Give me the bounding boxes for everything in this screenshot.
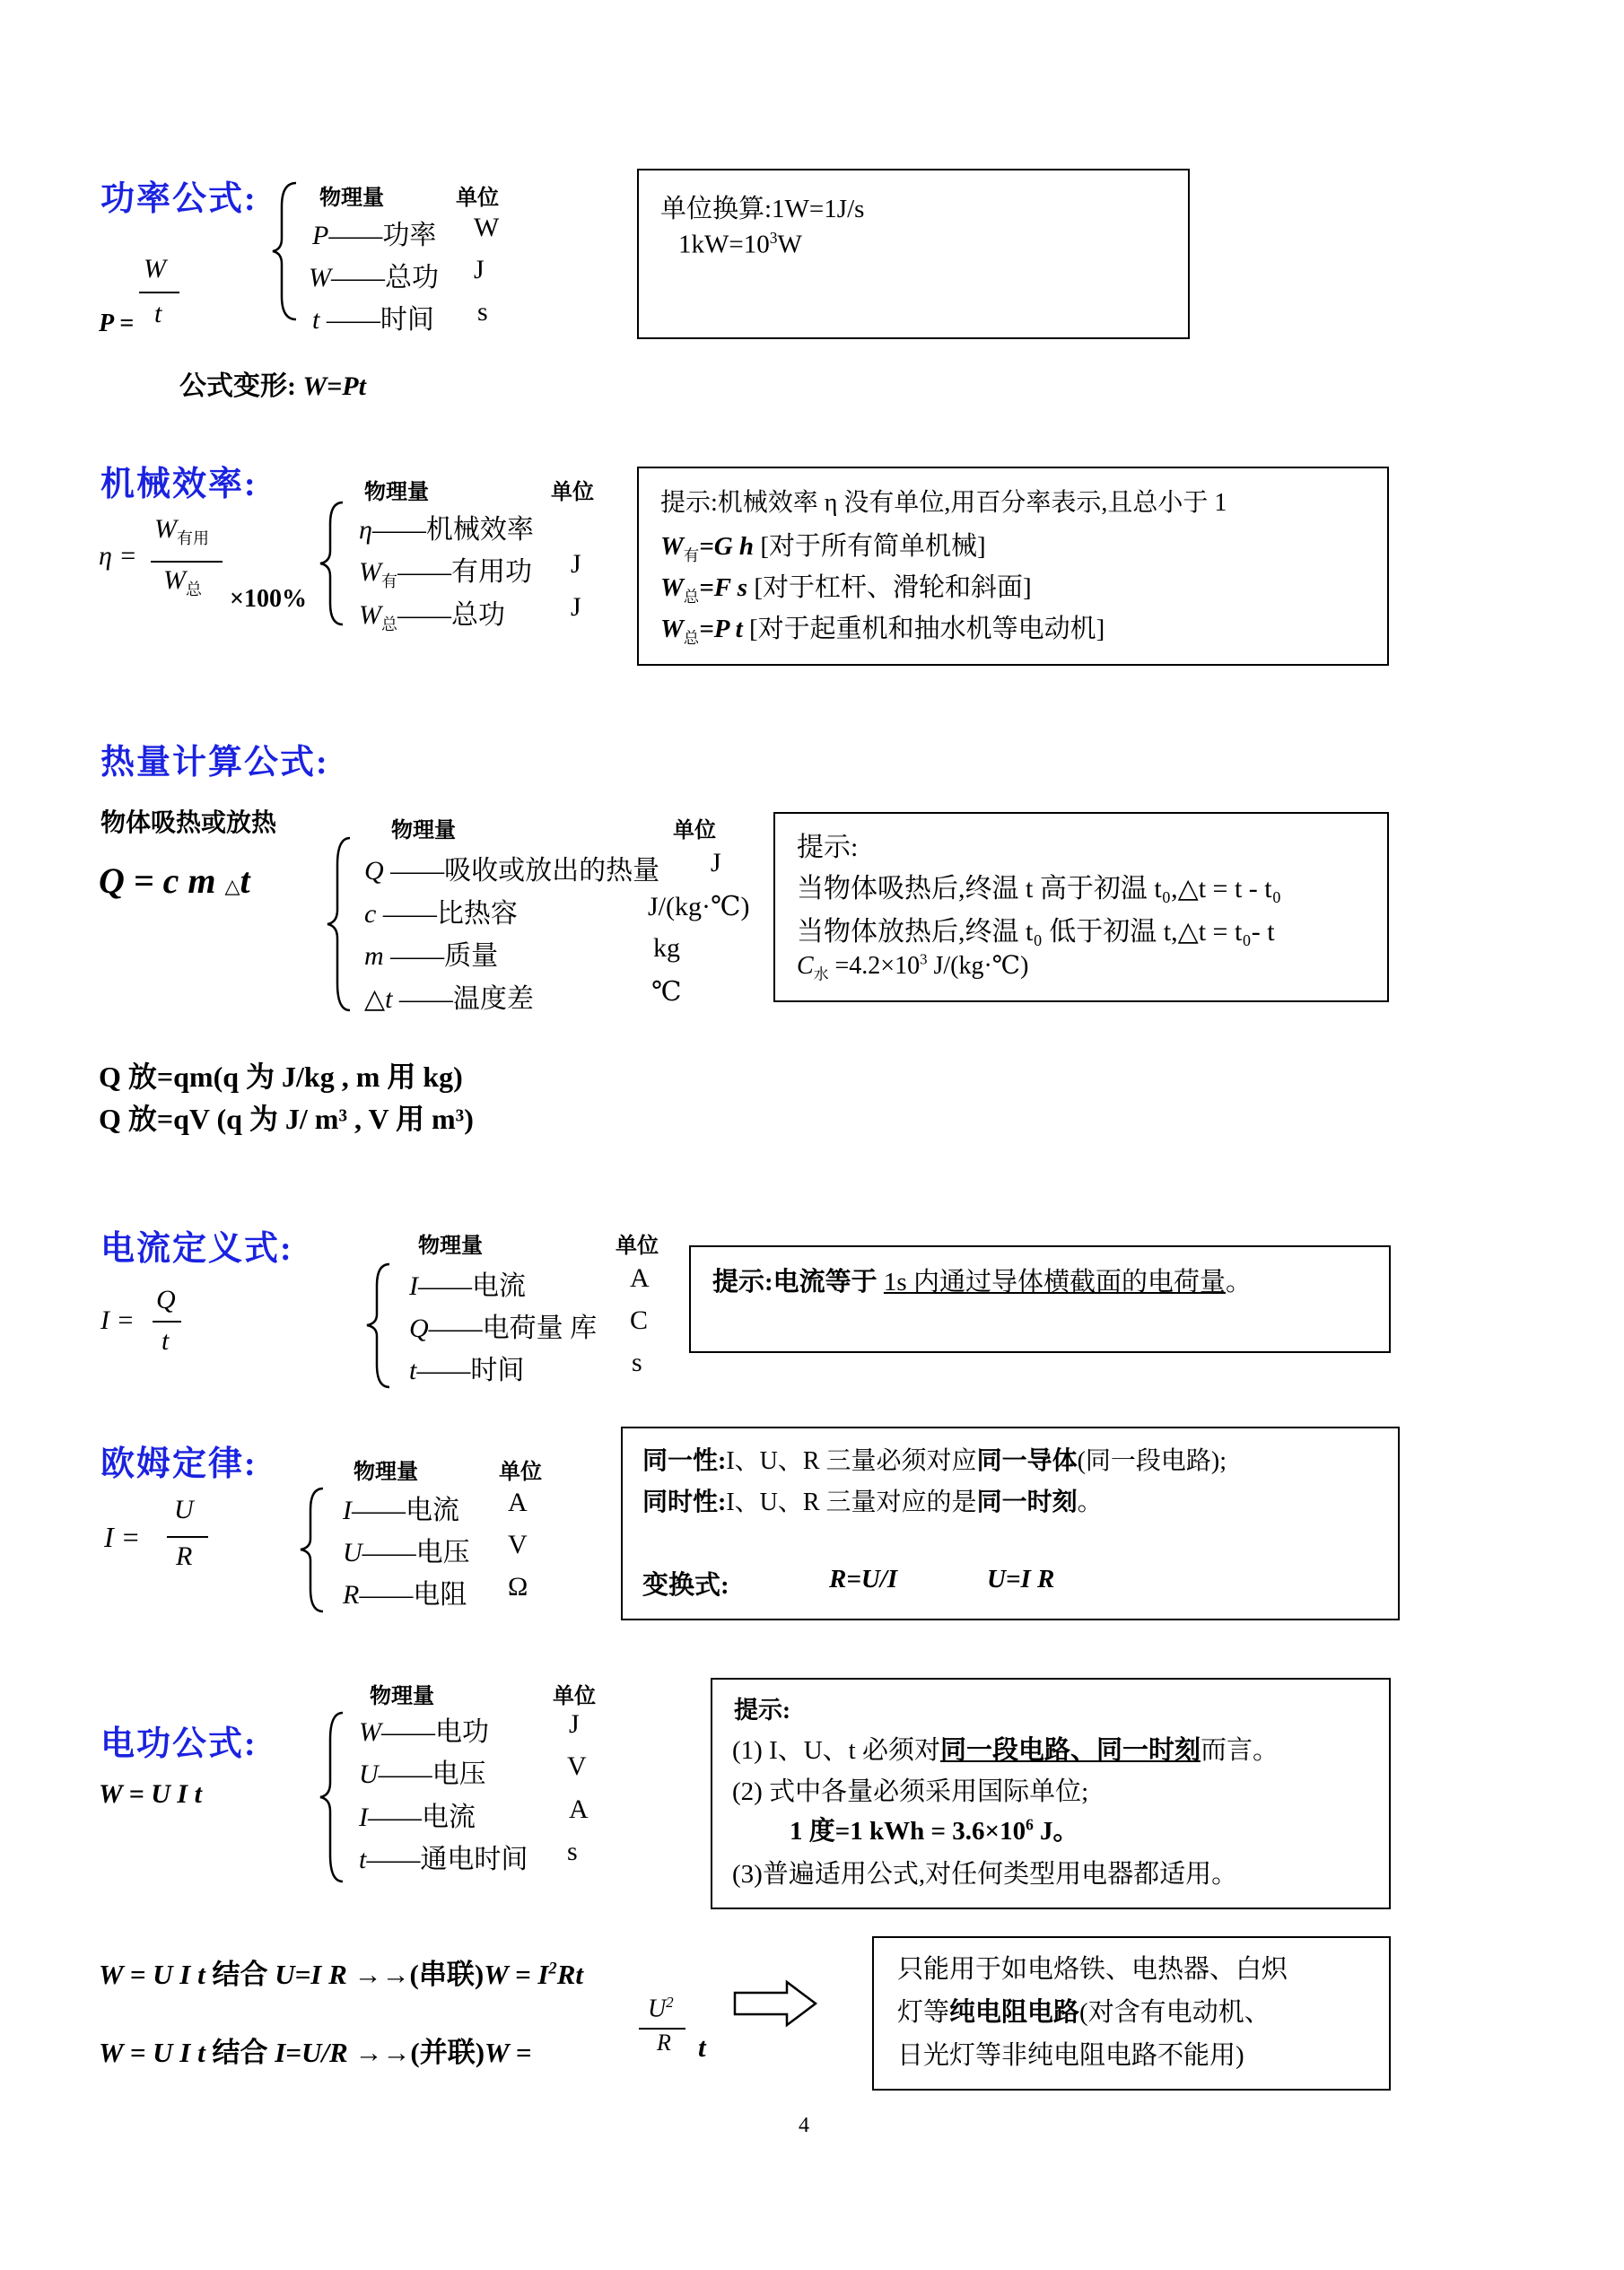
efficiency-denominator: $W_总$ <box>163 565 202 598</box>
ohm-row-i-unit: A <box>508 1488 528 1517</box>
page-number: 4 <box>799 2114 809 2137</box>
ohm-brace <box>296 1485 332 1615</box>
combine-box-line2: 灯等纯电阻电路(对含有电动机、 <box>897 1998 1270 2027</box>
combine-series-line: W = U I t 结合 U=I R →→(串联)$W = I^2Rt$ <box>99 1959 584 1990</box>
efficiency-brace <box>316 499 352 628</box>
power-variant: 公式变形: W=Pt <box>179 371 366 401</box>
efficiency-box-line2: $W_有=G$ h [对于所有简单机械] <box>660 532 986 564</box>
work-header-unit: 单位 <box>553 1685 596 1708</box>
power-row-p-unit: W <box>474 213 500 242</box>
power-brace <box>269 179 305 323</box>
power-row-t-unit: s <box>477 297 488 327</box>
combine-parallel-numerator: $U^2$ <box>648 1994 674 2023</box>
work-row-w-unit: J <box>569 1709 580 1739</box>
power-header-quantity: 物理量 <box>319 187 384 210</box>
heat-row-m-unit: kg <box>653 933 680 963</box>
ohm-row-r-unit: Ω <box>508 1572 528 1602</box>
work-row-w: W——电功 <box>359 1717 489 1747</box>
right-arrow-icon <box>731 1978 821 2029</box>
heat-row-c: c ——比热容 <box>364 899 518 929</box>
ohm-formula-numerator: U <box>174 1495 194 1524</box>
ohm-row-u: U——电压 <box>343 1538 470 1567</box>
power-row-t: t ——时间 <box>312 305 434 335</box>
power-box-line2: $1kW=10^3W$ <box>678 229 802 259</box>
work-brace <box>316 1709 352 1885</box>
work-row-u: U——电压 <box>359 1759 486 1789</box>
ohm-title: 欧姆定律: <box>100 1445 258 1483</box>
work-box-line2: (2) 式中各量必须采用国际单位; <box>732 1777 1089 1806</box>
ohm-box-line3-label: 变换式: <box>642 1571 729 1600</box>
heat-box-line1: 当物体吸热后,终温 t 高于初温 t₀,△t = t - t₀ <box>797 874 1282 904</box>
work-box-line1: (1) I、U、t 必须对同一段电路、同一时刻而言。 <box>732 1736 1279 1765</box>
heat-box-line3: $C_水 =4.2\times 10^3$ J/(kg·℃) <box>797 950 1029 983</box>
ohm-formula-lhs: I = <box>104 1521 141 1553</box>
heat-tip-box <box>773 812 1389 1002</box>
power-row-w-unit: J <box>474 255 485 284</box>
ohm-box-formula-r: R=U/I <box>829 1565 898 1593</box>
heat-box-title: 提示: <box>797 833 859 862</box>
combine-tip-box <box>872 1936 1391 2091</box>
current-header-quantity: 物理量 <box>418 1235 483 1258</box>
work-row-u-unit: V <box>567 1751 587 1781</box>
current-formula-lhs: I = <box>100 1305 135 1335</box>
efficiency-box-line3: $W_总=F$ s [对于杠杆、滑轮和斜面] <box>660 573 1032 606</box>
current-header-unit: 单位 <box>616 1235 659 1258</box>
ohm-header-unit: 单位 <box>499 1461 542 1484</box>
work-box-title: 提示: <box>734 1697 790 1724</box>
current-row-i: I——电流 <box>409 1271 526 1301</box>
current-box-line: 提示:电流等于 1s 内通过导体横截面的电荷量。 <box>712 1268 1252 1297</box>
current-formula-denominator: t <box>162 1326 170 1356</box>
heat-row-dt-unit: ℃ <box>651 977 682 1007</box>
work-formula: W = U I t <box>99 1779 202 1809</box>
heat-row-q-unit: J <box>711 848 721 877</box>
work-row-i: I——电流 <box>359 1803 476 1832</box>
heat-fuel-mass: Q 放=qm(q 为 J/kg , m 用 kg) <box>99 1061 463 1093</box>
efficiency-fraction-bar <box>151 561 223 563</box>
combine-box-line1: 只能用于如电烙铁、电热器、白炽 <box>897 1955 1288 1984</box>
power-header-unit: 单位 <box>456 187 499 210</box>
work-title: 电功公式: <box>100 1725 258 1763</box>
power-formula-denominator: t <box>154 299 162 328</box>
efficiency-row-wtotal: $W_总——$总功 <box>359 600 505 633</box>
ohm-box-line1: 同一性:I、U、R 三量必须对应同一导体(同一段电路); <box>642 1447 1227 1475</box>
combine-parallel-line: W = U I t 结合 I=U/R →→(并联)W = <box>99 2037 532 2068</box>
work-tip-box <box>711 1678 1391 1909</box>
work-row-t: t——通电时间 <box>359 1845 528 1874</box>
efficiency-header-unit: 单位 <box>551 481 594 504</box>
ohm-fraction-bar <box>167 1536 208 1538</box>
ohm-formula-denominator: R <box>176 1541 193 1571</box>
heat-title: 热量计算公式: <box>100 744 329 781</box>
combine-parallel-t: t <box>698 2031 706 2063</box>
work-box-line4: (3)普遍适用公式,对任何类型用电器都适用。 <box>732 1860 1238 1889</box>
current-fraction-bar <box>153 1321 181 1323</box>
power-fraction-bar <box>139 292 179 293</box>
heat-box-line2: 当物体放热后,终温 t₀ 低于初温 t,△t = t₀- t <box>797 917 1275 947</box>
efficiency-row-wuseful: $W_有——$有用功 <box>359 557 532 590</box>
heat-row-m: m ——质量 <box>364 941 499 971</box>
efficiency-box-line1: 提示:机械效率 η 没有单位,用百分率表示,且总小于 1 <box>660 489 1227 517</box>
heat-row-c-unit: J/(kg·℃) <box>648 892 750 921</box>
heat-fuel-volume: Q 放=qV (q 为 J/ m³ , V 用 m³) <box>99 1103 474 1135</box>
ohm-box-line2: 同时性:I、U、R 三量对应的是同一时刻。 <box>642 1489 1103 1516</box>
current-title: 电流定义式: <box>100 1230 293 1268</box>
power-unit-box <box>637 169 1190 339</box>
work-box-line3: 1 度=1 kWh = $3.6\times 10^6$ J。 <box>790 1815 1079 1846</box>
work-row-t-unit: s <box>567 1837 578 1866</box>
current-row-q-unit: C <box>630 1305 649 1335</box>
efficiency-header-quantity: 物理量 <box>364 481 429 504</box>
current-row-t-unit: s <box>632 1348 642 1377</box>
efficiency-row-wtotal-unit: J <box>571 592 581 622</box>
heat-row-q: Q ——吸收或放出的热量 <box>364 856 660 886</box>
heat-header-quantity: 物理量 <box>391 819 456 843</box>
current-tip-box <box>689 1245 1391 1353</box>
combine-box-line3: 日光灯等非纯电阻电路不能用) <box>897 2041 1244 2070</box>
efficiency-row-wuseful-unit: J <box>571 549 581 579</box>
efficiency-box-line4: $W_总=P$ t [对于起重机和抽水机等电动机] <box>660 615 1105 647</box>
ohm-row-r: R——电阻 <box>343 1580 467 1610</box>
power-formula-numerator: W <box>144 254 166 284</box>
current-row-q: Q——电荷量 库 <box>409 1314 598 1343</box>
power-title: 功率公式: <box>100 180 258 218</box>
power-row-p: P——功率 <box>312 221 437 250</box>
ohm-box-formula-u: U=I R <box>987 1565 1055 1593</box>
power-row-w: W——总功 <box>309 263 439 292</box>
heat-subtitle: 物体吸热或放热 <box>100 809 277 837</box>
heat-header-unit: 单位 <box>673 819 716 843</box>
efficiency-times-100: ×100% <box>230 585 307 613</box>
efficiency-numerator: $W_{有用}$ <box>154 514 209 547</box>
current-brace <box>362 1261 398 1391</box>
heat-brace <box>323 834 359 1014</box>
ohm-row-u-unit: V <box>508 1530 528 1559</box>
efficiency-formula-lhs: η = <box>99 541 137 571</box>
work-row-i-unit: A <box>569 1794 589 1824</box>
efficiency-row-eta: η——机械效率 <box>359 515 534 545</box>
combine-parallel-denominator: R <box>657 2030 671 2056</box>
efficiency-title: 机械效率: <box>100 466 258 503</box>
ohm-tip-box <box>621 1427 1400 1620</box>
current-row-i-unit: A <box>630 1263 650 1293</box>
efficiency-tip-box <box>637 467 1389 666</box>
power-box-line1: 单位换算:1W=1J/s <box>660 195 865 223</box>
heat-row-dt: △t ——温度差 <box>364 984 534 1014</box>
ohm-header-quantity: 物理量 <box>354 1461 418 1484</box>
work-header-quantity: 物理量 <box>370 1685 434 1708</box>
power-formula-lhs: P = <box>99 310 135 337</box>
current-row-t: t——时间 <box>409 1356 525 1385</box>
ohm-row-i: I——电流 <box>343 1496 459 1525</box>
current-formula-numerator: Q <box>156 1285 176 1314</box>
heat-formula: Q = c m △t <box>99 860 250 901</box>
